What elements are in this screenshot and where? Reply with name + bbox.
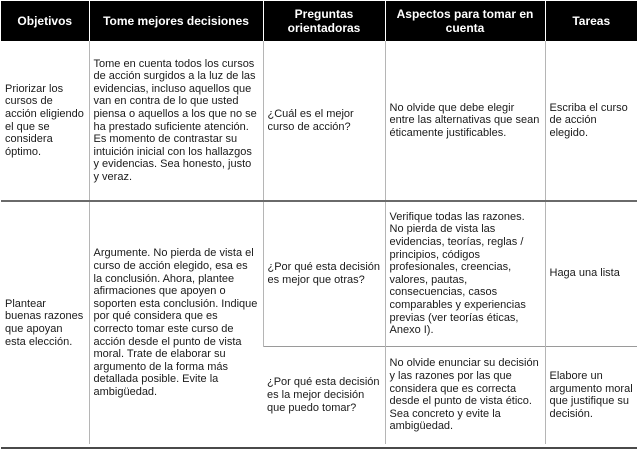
- header-row: [1, 1, 637, 41]
- cell-pregunta: ¿Cuál es el mejor curso de acción?: [263, 41, 385, 201]
- header-decisiones: Tome mejores decisiones: [89, 1, 263, 41]
- cell-aspecto: No olvide enunciar su decisión y las razones por las que considera que es correcta desde el punto de vista ético. Sea concreto y evite la ambigüedad.: [385, 346, 545, 444]
- cell-decision: Tome en cuenta todos los cursos de acción surgidos a la luz de las evidencias, incluso aquellos que van en contra de lo que usted piensa o aquellos a los que no se ha prestado suficiente atención. Es momento de contrastar su intuición inicial con los hallazgos y evidencias. Sea honesto, justo y veraz.: [89, 41, 263, 201]
- cell-decision: Argumente. No pierda de vista el curso de acción elegido, esa es la conclusión. Ahora, plantee afirmaciones que apoyen o soporten esta conclusión. Indique por qué considera que es correcto tomar este curso de acción desde el punto de vista moral. Trate de elaborar su argumento de la forma más detallada posible. Evite la ambigüedad.: [89, 201, 263, 444]
- cell-objetivo: Priorizar los cursos de acción eligiendo el que se considera óptimo.: [5, 82, 84, 158]
- cell-pregunta: ¿Por qué esta decisión es mejor que otras?: [263, 201, 385, 346]
- table-row-plantear: [1, 201, 637, 346]
- header-aspectos: Aspectos para tomar en cuenta: [385, 1, 545, 41]
- cell-pregunta: ¿Por qué esta decisión es la mejor decisión que puedo tomar?: [263, 346, 385, 444]
- header-objetivos: Objetivos: [1, 1, 89, 41]
- cell-tarea: Haga una lista: [545, 201, 637, 346]
- cell-aspecto: No olvide que debe elegir entre las alternativas que sean éticamente justificables.: [385, 41, 545, 201]
- header-tareas: Tareas: [545, 1, 637, 41]
- decision-table: [1, 1, 637, 444]
- table-bottom-rule: [1, 447, 637, 449]
- header-preguntas: Preguntas orientadoras: [263, 1, 385, 41]
- cell-objetivo: Plantear buenas razones que apoyan esta elección.: [1, 201, 89, 444]
- cell-tarea: Elabore un argumento moral que justifique su decisión.: [545, 346, 637, 444]
- cell-tarea: Escriba el curso de acción elegido.: [545, 41, 637, 201]
- cell-aspecto: Verifique todas las razones. No pierda de vista las evidencias, teorías, reglas / principios, códigos profesionales, creencias, valores, pautas, consecuencias, casos comparables y experiencias previas (ver teorías éticas, Anexo I).: [385, 201, 545, 346]
- table-row-priorizar: [1, 41, 637, 201]
